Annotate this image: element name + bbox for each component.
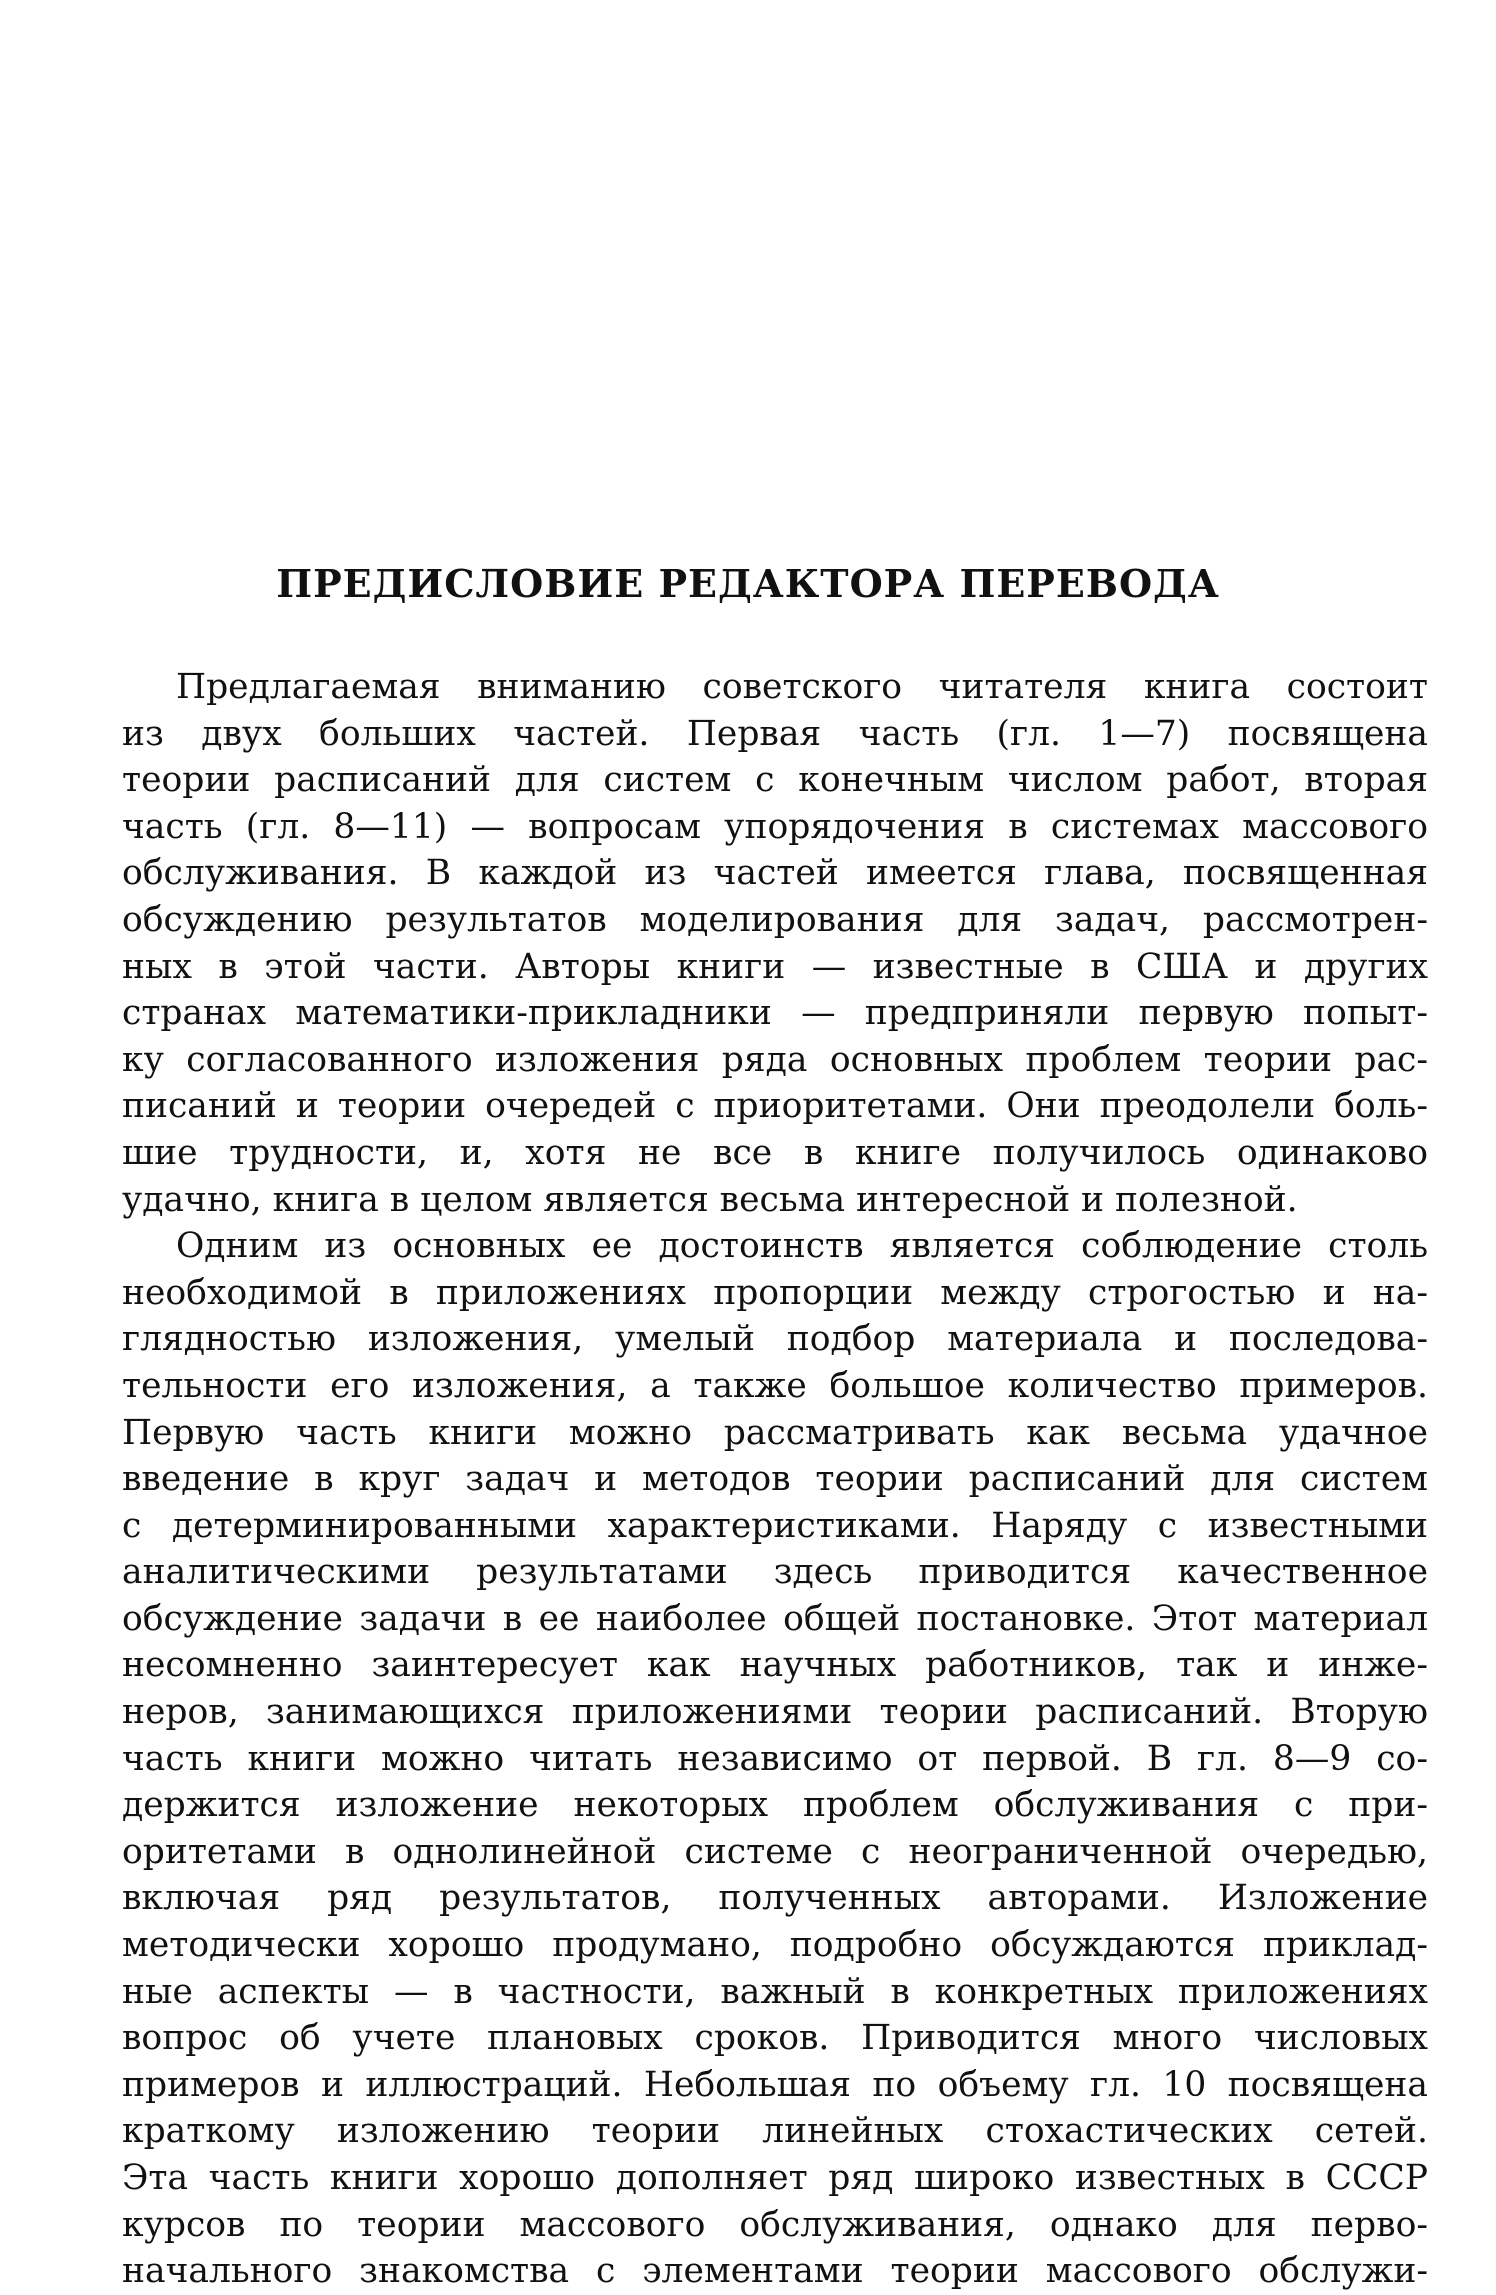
text-line: несомненно заинтересует как научных работников, так и инже- xyxy=(122,1645,1428,1686)
text-line: ку согласованного изложения ряда основных проблем теории рас- xyxy=(122,1039,1428,1080)
text-line: держится изложение некоторых проблем обслуживания с при- xyxy=(122,1785,1428,1826)
text-line: включая ряд результатов, полученных авторами. Изложение xyxy=(122,1878,1428,1919)
text-line: Первую часть книги можно рассматривать как весьма удачное xyxy=(122,1412,1428,1453)
text-line: необходимой в приложениях пропорции между строгостью и на- xyxy=(122,1272,1428,1313)
text-line: оритетами в однолинейной системе с неограниченной очередью, xyxy=(122,1831,1428,1872)
text-line: Предлагаемая вниманию советского читателя книга состоит xyxy=(176,667,1428,707)
text-line: Эта часть книги хорошо дополняет ряд широко известных в СССР xyxy=(122,2158,1428,2198)
text-line: с детерминированными характеристиками. Наряду с известными xyxy=(122,1505,1428,1546)
text-line: писаний и теории очередей с приоритетами. Они преодолели боль- xyxy=(122,1086,1428,1127)
text-line: удачно, книга в целом является весьма интересной и полезной. xyxy=(122,1179,1298,1220)
text-line: ные аспекты — в частности, важный в конкретных приложениях xyxy=(122,1971,1428,2012)
text-line: обсуждению результатов моделирования для задач, рассмотрен- xyxy=(122,899,1428,940)
text-line: введение в круг задач и методов теории расписаний для систем xyxy=(122,1459,1428,1500)
text-line: аналитическими результатами здесь приводится качественное xyxy=(122,1552,1428,1593)
text-line: из двух больших частей. Первая часть (гл. 1—7) посвящена xyxy=(122,713,1428,754)
text-line: обслуживания. В каждой из частей имеется глава, посвященная xyxy=(122,853,1428,894)
text-line: обсуждение задачи в ее наиболее общей постановке. Этот материал xyxy=(122,1598,1428,1639)
text-line: тельности его изложения, а также большое количество примеров. xyxy=(122,1365,1428,1406)
text-line: неров, занимающихся приложениями теории расписаний. Вторую xyxy=(122,1692,1428,1733)
text-line: глядностью изложения, умелый подбор материала и последова- xyxy=(122,1319,1428,1360)
text-line: краткому изложению теории линейных стохастических сетей. xyxy=(122,2111,1428,2152)
text-line: начального знакомства с элементами теории массового обслужи- xyxy=(122,2251,1428,2292)
text-line: часть (гл. 8—11) — вопросам упорядочения в системах массового xyxy=(122,806,1428,847)
text-line: примеров и иллюстраций. Небольшая по объему гл. 10 посвящена xyxy=(122,2064,1428,2105)
text-line: шие трудности, и, хотя не все в книге получилось одинаково xyxy=(122,1132,1428,1173)
text-line: курсов по теории массового обслуживания, однако для перво- xyxy=(122,2204,1428,2245)
text-line: ных в этой части. Авторы книги — известные в США и других xyxy=(122,946,1428,987)
text-line: теории расписаний для систем с конечным числом работ, вторая xyxy=(122,760,1428,801)
text-line: вопрос об учете плановых сроков. Приводится много числовых xyxy=(122,2018,1428,2059)
text-line: странах математики-прикладники — предприняли первую попыт- xyxy=(122,993,1428,1034)
text-line: часть книги можно читать независимо от первой. В гл. 8—9 со- xyxy=(122,1738,1428,1779)
text-line: методически хорошо продумано, подробно обсуждаются приклад- xyxy=(122,1925,1428,1966)
page-title: ПРЕДИСЛОВИЕ РЕДАКТОРА ПЕРЕВОДА xyxy=(276,561,1220,606)
preface-body xyxy=(122,664,1428,2295)
text-line: Одним из основных ее достоинств является соблюдение столь xyxy=(176,1226,1428,1267)
